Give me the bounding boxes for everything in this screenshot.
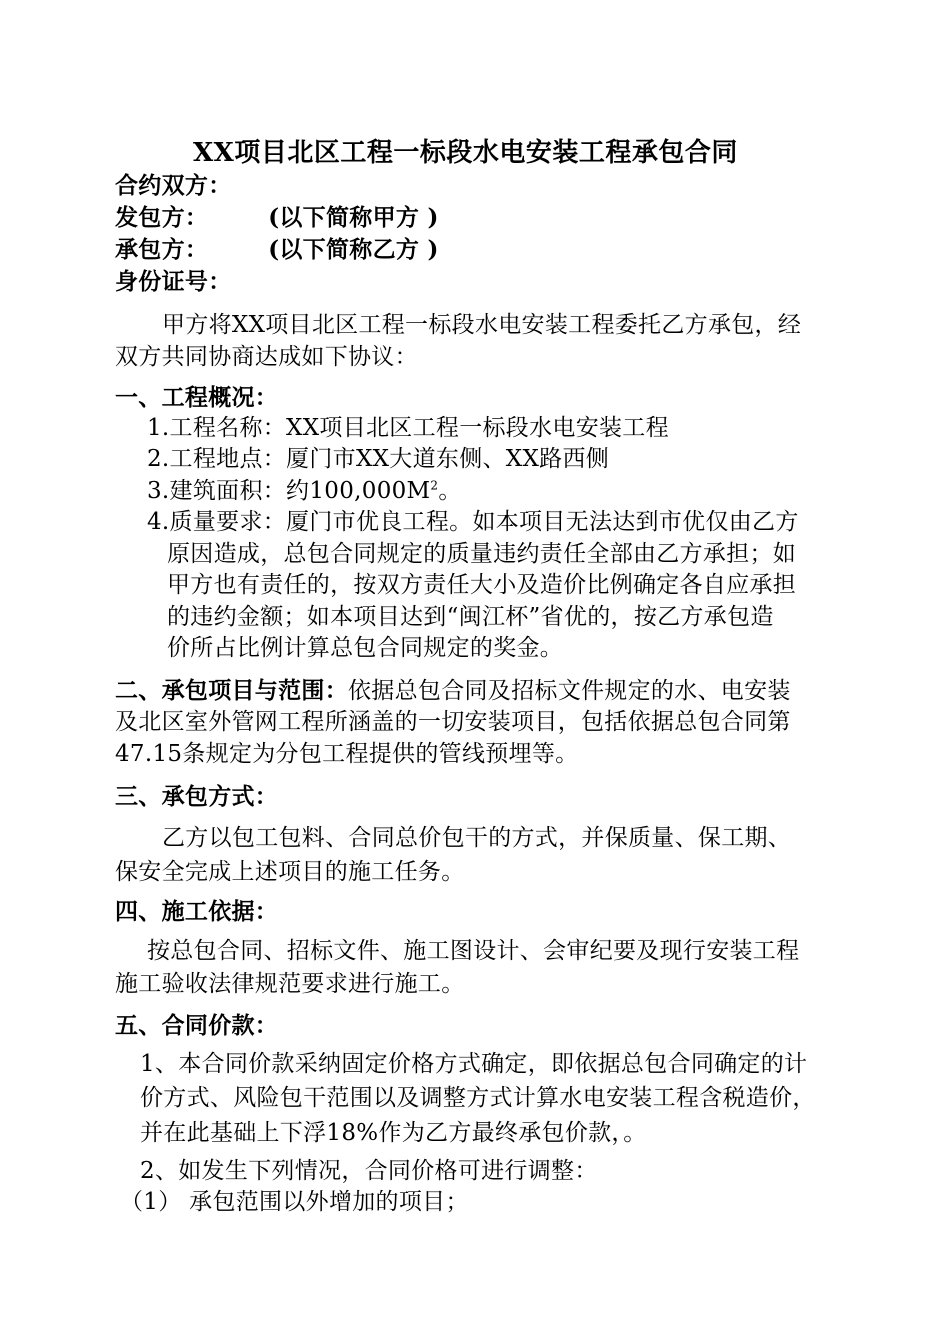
contractor-line <box>115 234 439 266</box>
section-2-text: 47.15条规定为分包工程提供的管线预埋等。 <box>115 741 579 767</box>
section-2-text: 依据总包合同及招标文件规定的水、电安装 <box>348 678 791 704</box>
employer-note: (以下简称甲方 ) <box>268 204 439 231</box>
section-5-text: 价方式、风险包干范围以及调整方式计算水电安装工程含税造价， <box>140 1085 816 1111</box>
section-3-heading: 三、承包方式： <box>115 783 279 810</box>
employer-label: 发包方： <box>115 204 209 231</box>
section-3-text: 乙方以包工包料、合同总价包干的方式，并保质量、保工期、 <box>162 825 792 851</box>
contractor-label: 承包方： <box>115 236 209 263</box>
building-area-value: 3.建筑面积：约100,000M <box>147 478 431 504</box>
parties-heading: 合约双方： <box>115 172 232 199</box>
intro-line: 双方共同协商达成如下协议： <box>115 344 418 370</box>
contractor-note: (以下简称乙方 ) <box>268 236 439 263</box>
intro-line: 甲方将XX项目北区工程一标段水电安装工程委托乙方承包，经 <box>162 312 802 338</box>
section-4-text: 按总包合同、招标文件、施工图设计、会审纪要及现行安装工程 <box>147 938 800 964</box>
quality-line: 的违约金额；如本项目达到“闽江杯”省优的，按乙方承包造 <box>167 604 774 630</box>
document-title: XX项目北区工程一标段水电安装工程承包合同 <box>193 138 738 168</box>
section-5-text: 并在此基础上下浮18%作为乙方最终承包价款，。 <box>140 1120 647 1146</box>
section-2-text: 及北区室外管网工程所涵盖的一切安装项目，包括依据总包合同第 <box>115 709 791 735</box>
section-2-line <box>115 675 791 707</box>
section-5-text: 2、如发生下列情况，合同价格可进行调整： <box>140 1158 598 1184</box>
quality-line: 原因造成，总包合同规定的质量违约责任全部由乙方承担；如 <box>167 541 797 567</box>
area-unit-superscript: 2 <box>430 478 439 493</box>
project-site: 2.工程地点：厦门市XX大道东侧、XX路西侧 <box>147 446 610 472</box>
employer-line <box>115 202 439 234</box>
section-4-heading: 四、施工依据： <box>115 898 279 925</box>
quality-line: 4.质量要求：厦门市优良工程。如本项目无法达到市优仅由乙方 <box>147 509 799 535</box>
section-2-heading: 二、承包项目与范围： <box>115 677 348 704</box>
section-4-text: 施工验收法律规范要求进行施工。 <box>115 971 465 997</box>
building-area <box>147 475 462 507</box>
section-5-heading: 五、合同价款： <box>115 1012 279 1039</box>
section-5-item: （1） 承包范围以外增加的项目； <box>120 1189 469 1215</box>
section-3-text: 保安全完成上述项目的施工任务。 <box>115 859 465 885</box>
quality-line: 甲方也有责任的，按双方责任大小及造价比例确定各自应承担 <box>167 572 797 598</box>
project-name: 1.工程名称：XX项目北区工程一标段水电安装工程 <box>147 415 669 441</box>
id-number-label: 身份证号： <box>115 268 232 295</box>
building-area-end: 。 <box>438 478 462 504</box>
quality-line: 价所占比例计算总包合同规定的奖金。 <box>167 635 564 661</box>
section-1-heading: 一、工程概况： <box>115 384 279 411</box>
section-5-text: 1、本合同价款采纳固定价格方式确定，即依据总包合同确定的计 <box>140 1051 808 1077</box>
